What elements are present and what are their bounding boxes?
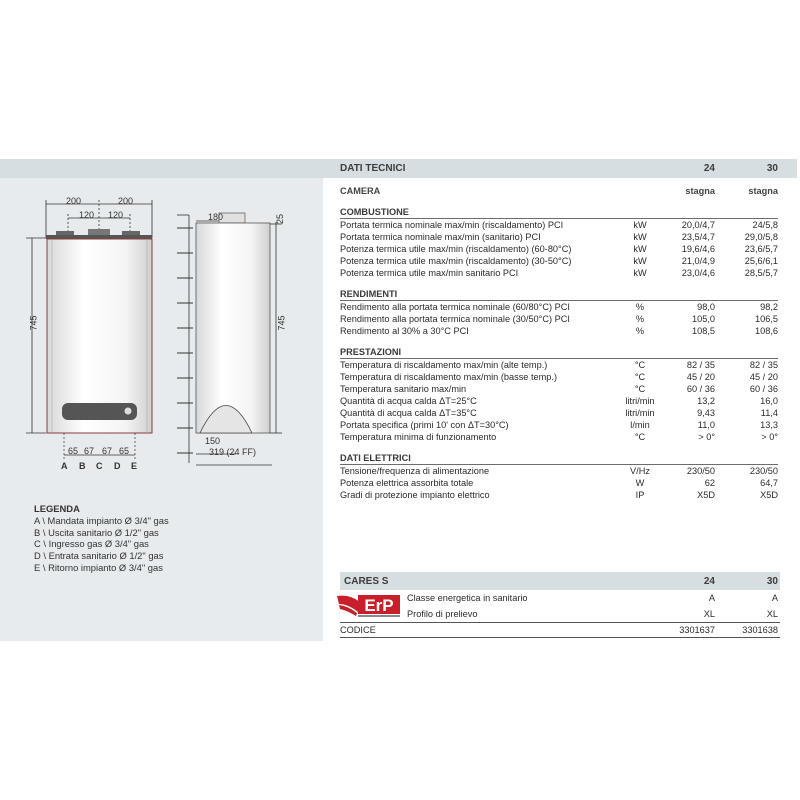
dim-bottom-a: 65 <box>68 446 79 456</box>
row-value-24: 105,0 <box>692 314 715 324</box>
row-label: Temperatura sanitario max/min <box>340 384 467 394</box>
table-row <box>340 465 780 477</box>
dim-top-200-left: 200 <box>66 196 82 206</box>
table-row <box>340 477 780 489</box>
row-value-24: 21,0/4,9 <box>681 256 715 266</box>
row-value-24: 20,0/4,7 <box>681 220 715 230</box>
row-unit: °C <box>634 360 646 370</box>
table-row <box>340 383 780 395</box>
row-value-24: 23,5/4,7 <box>681 232 715 242</box>
code-label: CODICE <box>340 625 376 635</box>
connection-letter-d: D <box>114 461 121 471</box>
svg-text:ErP: ErP <box>364 596 394 615</box>
row-value-24: A <box>708 593 715 603</box>
row-value-24: 11,0 <box>697 420 715 430</box>
camera-label: CAMERA <box>340 186 381 196</box>
row-unit: kW <box>633 220 647 230</box>
dim-side-height: 745 <box>276 315 287 331</box>
legend-item-c: C \ Ingresso gas Ø 3/4" gas <box>34 538 149 550</box>
row-unit: l/min <box>630 420 650 430</box>
row-label: Quantità di acqua calda ΔT=35°C <box>340 408 477 418</box>
legend <box>34 503 169 574</box>
row-label: Rendimento alla portata termica nominale (60/80°C) PCI <box>340 302 570 312</box>
table-row <box>340 267 780 279</box>
row-label: Portata termica nominale max/min (riscaldamento) PCI <box>340 220 564 230</box>
cares-header <box>340 572 780 590</box>
row-label: Rendimento al 30% a 30°C PCI <box>340 326 469 336</box>
row-value-30: 25,6/6,1 <box>744 256 778 266</box>
table-row <box>340 371 780 383</box>
dim-bottom-d: 65 <box>119 446 130 456</box>
row-label: Quantità di acqua calda ΔT=25°C <box>340 396 477 406</box>
erp-logo-icon <box>336 592 402 618</box>
dim-front-height: 745 <box>28 315 39 331</box>
section-dati-elettrici: DATI ELETTRICI <box>340 452 778 465</box>
table-row <box>340 255 780 267</box>
row-value-30: 24/5,8 <box>752 220 778 230</box>
dim-top-120-right: 120 <box>108 210 124 220</box>
dim-bottom-b: 67 <box>84 446 95 456</box>
table-row <box>340 243 780 255</box>
row-value-30: 16,0 <box>760 396 778 406</box>
row-unit: kW <box>633 256 647 266</box>
row-value-30: A <box>771 593 778 603</box>
row-value-24: 60 / 36 <box>686 384 715 394</box>
dim-top-200-right: 200 <box>118 196 134 206</box>
row-unit: kW <box>633 232 647 242</box>
row-unit: °C <box>634 384 646 394</box>
dim-top-120-left: 120 <box>79 210 95 220</box>
row-value-30: 13,3 <box>760 420 778 430</box>
row-value-24: 9,43 <box>697 408 715 418</box>
dim-side-25: 25 <box>275 213 286 225</box>
cares-title: CARES S <box>344 575 389 587</box>
row-label: Potenza termica utile max/min (riscaldamento) (60-80°C) <box>340 244 572 254</box>
row-value-24: 230/50 <box>686 466 715 476</box>
row-unit: V/Hz <box>630 466 650 476</box>
row-value-24: 45 / 20 <box>686 372 715 382</box>
row-value-30: 29,0/5,8 <box>744 232 778 242</box>
row-value-24: 19,6/4,6 <box>681 244 715 254</box>
row-value-30: 82 / 35 <box>749 360 778 370</box>
row-value-24: 82 / 35 <box>686 360 715 370</box>
row-unit: litri/min <box>625 396 655 406</box>
row-unit: °C <box>634 432 646 442</box>
row-unit: % <box>635 314 645 324</box>
cares-column-24: 24 <box>703 575 715 587</box>
code-30: 3301638 <box>742 625 778 635</box>
row-unit: litri/min <box>625 408 655 418</box>
row-value-30: 230/50 <box>749 466 778 476</box>
row-value-30: 45 / 20 <box>749 372 778 382</box>
row-label: Profilo di prelievo <box>407 609 478 619</box>
table-row <box>340 395 780 407</box>
column-24: 24 <box>703 163 715 174</box>
cares-row <box>340 606 780 623</box>
dim-side-depth: 319 (24 FF) <box>209 447 257 457</box>
column-30: 30 <box>766 163 778 174</box>
row-label: Classe energetica in sanitario <box>407 593 528 603</box>
row-unit: kW <box>633 268 647 278</box>
row-value-30: 108,6 <box>755 326 778 336</box>
row-value-24: XL <box>703 609 715 619</box>
row-value-30: 28,5/5,7 <box>744 268 778 278</box>
row-value-30: > 0° <box>761 432 778 442</box>
row-unit: °C <box>634 372 646 382</box>
row-label: Potenza termica utile max/min sanitario PCI <box>340 268 519 278</box>
legend-title: LEGENDA <box>34 503 80 514</box>
legend-item-a: A \ Mandata impianto Ø 3/4" gas <box>34 514 169 526</box>
row-unit: kW <box>633 244 647 254</box>
connection-letter-b: B <box>79 461 86 471</box>
connection-letter-a: A <box>61 461 68 471</box>
row-value-24: 13,2 <box>697 396 715 406</box>
row-value-24: > 0° <box>698 432 715 442</box>
row-label: Gradi di protezione impianto elettrico <box>340 490 490 500</box>
table-row <box>340 431 780 443</box>
camera-30: stagna <box>748 186 778 196</box>
row-value-30: 106,5 <box>755 314 778 324</box>
table-header <box>340 159 797 178</box>
row-value-30: XL <box>766 609 778 619</box>
legend-item-e: E \ Ritorno impianto Ø 3/4" gas <box>34 561 163 573</box>
section-rendimenti: RENDIMENTI <box>340 288 778 301</box>
row-value-24: X5D <box>697 490 715 500</box>
cares-column-30: 30 <box>766 575 778 587</box>
table-row <box>340 419 780 431</box>
table-row <box>340 313 780 325</box>
section-prestazioni: PRESTAZIONI <box>340 346 778 359</box>
row-value-24: 108,5 <box>692 326 715 336</box>
section-combustione: COMBUSTIONE <box>340 206 778 219</box>
table-row <box>340 325 780 337</box>
row-label: Temperatura di riscaldamento max/min (basse temp.) <box>340 372 558 382</box>
table-row <box>340 489 780 501</box>
dim-side-150: 150 <box>205 436 221 446</box>
row-value-30: 23,6/5,7 <box>744 244 778 254</box>
code-24: 3301637 <box>679 625 715 635</box>
row-label: Temperatura minima di funzionamento <box>340 432 497 442</box>
row-value-30: 60 / 36 <box>749 384 778 394</box>
row-value-24: 62 <box>704 478 715 488</box>
technical-data-table <box>340 159 780 501</box>
row-label: Portata termica nominale max/min (sanitario) PCI <box>340 232 541 242</box>
row-unit: % <box>635 326 645 336</box>
row-label: Potenza termica utile max/min (riscaldamento) (30-50°C) <box>340 256 572 266</box>
row-value-30: 64,7 <box>760 478 778 488</box>
row-label: Tensione/frequenza di alimentazione <box>340 466 490 476</box>
row-value-30: 11,4 <box>760 408 778 418</box>
table-row <box>340 301 780 313</box>
row-value-24: 98,0 <box>697 302 715 312</box>
row-label: Potenza elettrica assorbita totale <box>340 478 474 488</box>
table-row <box>340 407 780 419</box>
row-label: Temperatura di riscaldamento max/min (alte temp.) <box>340 360 548 370</box>
row-label: Rendimento alla portata termica nominale (30/50°C) PCI <box>340 314 570 324</box>
table-row <box>340 219 780 231</box>
legend-item-d: D \ Entrata sanitario Ø 1/2" gas <box>34 550 164 562</box>
camera-row <box>340 185 780 197</box>
table-row <box>340 231 780 243</box>
connection-letter-c: C <box>96 461 103 471</box>
row-value-24: 23,0/4,6 <box>681 268 715 278</box>
dim-bottom-c: 67 <box>102 446 113 456</box>
code-row <box>340 623 780 638</box>
table-row <box>340 359 780 371</box>
camera-24: stagna <box>685 186 715 196</box>
table-title: DATI TECNICI <box>340 163 406 174</box>
cares-row <box>340 590 780 606</box>
row-value-30: 98,2 <box>760 302 778 312</box>
legend-item-b: B \ Uscita sanitario Ø 1/2" gas <box>34 526 159 538</box>
row-unit: % <box>635 302 645 312</box>
row-unit: W <box>635 478 645 488</box>
row-unit: IP <box>635 490 645 500</box>
dim-side-180: 180 <box>208 212 224 222</box>
row-label: Portata specifica (primi 10' con ΔT=30°C) <box>340 420 509 430</box>
row-value-30: X5D <box>760 490 778 500</box>
connection-letter-e: E <box>131 461 138 471</box>
